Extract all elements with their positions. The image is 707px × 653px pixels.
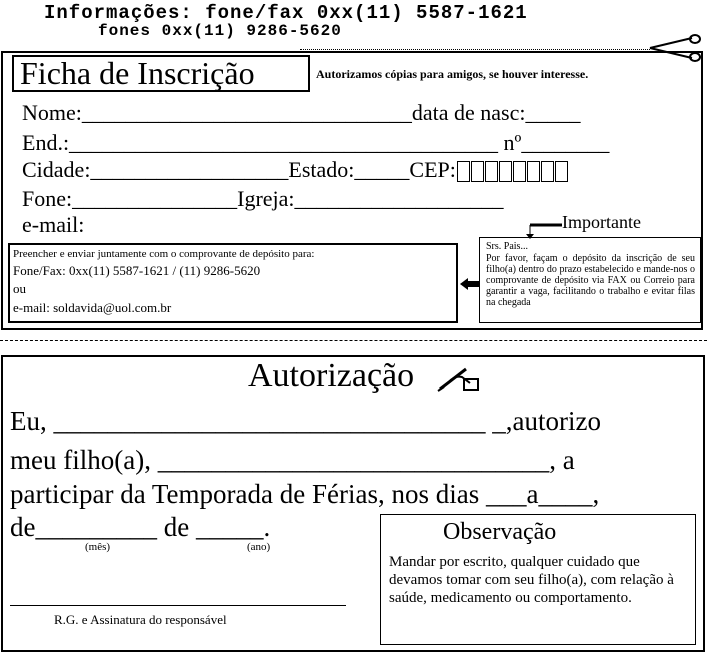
mes-label: (mês) (85, 541, 111, 553)
ficha-title: Ficha de Inscrição (20, 55, 255, 91)
notice-text: Por favor, façam o depósito da inscrição de seu filho(a) dentro do prazo estabelecido e mande-nos o comprovante de depósito via FAX ou Correio para garantir a vaga, facilitando o trabalho e evitar filas na chegada (486, 253, 695, 308)
observacao-title: Observação (443, 519, 557, 545)
send-line-1: Preencher e enviar juntamente com o comprovante de depósito para: (13, 248, 315, 260)
signature-label: R.G. e Assinatura do responsável (54, 612, 227, 627)
form-row-cidade-label: Cidade:__________________Estado:_____CEP: (22, 157, 456, 182)
send-line-3: ou (13, 281, 26, 296)
form-row-fone[interactable]: Fone:_______________Igreja:___________________ (22, 186, 504, 211)
header-line-1: Informações: fone/fax 0xx(11) 5587-1621 (44, 2, 528, 24)
send-line-4: e-mail: soldavida@uol.com.br (13, 300, 172, 315)
auth-line-2[interactable]: meu filho(a), _____________________________, a (10, 445, 575, 475)
signature-line[interactable] (10, 605, 346, 606)
form-row-endereco[interactable]: End.:_______________________________________ nº________ (22, 130, 610, 155)
auth-line-3[interactable]: participar da Temporada de Férias, nos dias ___a____, (10, 479, 600, 509)
form-row-cidade[interactable] (22, 158, 568, 182)
autorizacao-title: Autorização (248, 357, 415, 394)
importante-label: Importante (562, 212, 641, 232)
header-line-2: fones 0xx(11) 9286-5620 (98, 22, 342, 40)
cep-boxes[interactable] (456, 157, 568, 182)
arrow-left-icon (460, 277, 480, 295)
writing-hand-icon (436, 365, 482, 398)
ano-label: (ano) (247, 541, 271, 553)
form-row-email[interactable]: e-mail: (22, 212, 85, 237)
copy-note: Autorizamos cópias para amigos, se houver interesse. (316, 67, 589, 81)
auth-line-4[interactable]: de_________ de _____. (10, 512, 271, 542)
observacao-text: Mandar por escrito, qualquer cuidado que devamos tomar com seu filho(a), com relação à saúde, medicamento ou comportamento. (389, 554, 674, 606)
form-row-nome[interactable]: Nome:______________________________data de nasc:_____ (22, 100, 581, 125)
cut-dashed-line (0, 340, 707, 341)
auth-line-1[interactable]: Eu, ________________________________ _,autorizo (10, 406, 601, 436)
send-line-2: Fone/Fax: 0xx(11) 5587-1621 / (11) 9286-5620 (13, 263, 261, 278)
notice-greeting: Srs. Pais... (486, 241, 528, 252)
cut-dotted-line (300, 49, 650, 50)
